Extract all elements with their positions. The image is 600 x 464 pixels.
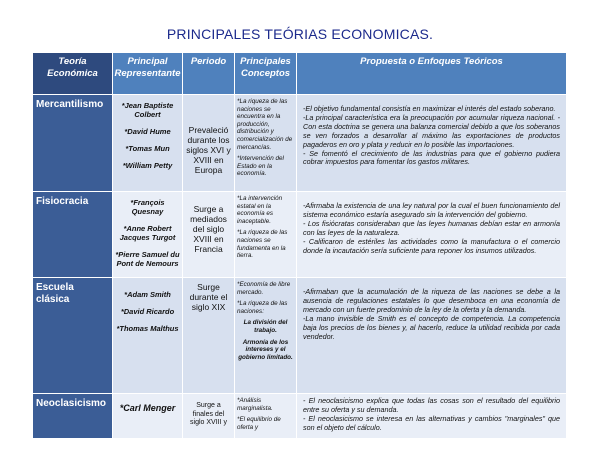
concept: *La riqueza de las naciones se encuentra en la producción, distribución y comercialización de mercancías. — [237, 98, 293, 151]
table-row — [33, 192, 567, 278]
header-period: Periodo — [183, 53, 235, 95]
page-title: PRINCIPALES TEÓRIAS ECONOMICAS. — [166, 26, 434, 42]
proposal-paragraph: - Se fomentó el crecimiento de las industrias para que el gobierno pudiera cobrar impuestos para fomentar los gastos militares. — [303, 148, 560, 167]
period-cell: Surge durante el siglo XIX — [183, 278, 235, 394]
proposal-paragraph: -La mano invisible de Smith es el concepto de competencia. La competencia baja los precios de los bienes y, al hacerlo, reduce la utilidad recibida por cada vendedor. — [303, 313, 560, 341]
author: *William Petty — [122, 161, 173, 170]
header-representative: Principal Representante — [113, 53, 183, 95]
theory-name: Escuela clásica — [33, 278, 113, 394]
concepts-cell — [235, 278, 297, 394]
proposal-cell — [297, 278, 567, 394]
author: *David Hume — [124, 127, 171, 136]
table-row — [33, 95, 567, 192]
author: *Thomas Malthus — [116, 324, 179, 333]
concept: *Economía de libre mercado. — [237, 281, 291, 296]
table-row — [33, 278, 567, 394]
proposal-paragraph: - El neoclasicismo se interesa en las alternativas y cambios "marginales" que son el objeto del cálculo. — [303, 413, 560, 432]
proposal-cell — [297, 394, 567, 439]
concepts-cell — [235, 95, 297, 192]
concept: *El equilibrio de oferta y — [237, 416, 281, 431]
concept: *La intervención estatal en la economía es inaceptable. — [237, 195, 283, 225]
proposal-paragraph: -Afirmaban que la acumulación de la riqueza de las naciones se debe a la ausencia de regulaciones estatales lo que desemboca en una economía de mercado con un fuerte predominio de la ley de la oferta y la demanda. — [303, 287, 560, 314]
concept: La división del trabajo. — [243, 319, 288, 334]
header-proposal: Propuesta o Enfoques Teóricos — [297, 53, 567, 95]
author: *Jean Baptiste Colbert — [121, 101, 174, 119]
author: *Adam Smith — [124, 290, 171, 299]
theory-name: Mercantilismo — [33, 95, 113, 192]
concept: Armonía de los intereses y el gobierno limitado. — [238, 338, 293, 361]
proposal-paragraph: -La principal característica era la preocupación por acumular riqueza nacional. - Con esta doctrina se genera una balanza comercial debido a que los soberanos se ven forzados a desarrollar al máximo las exportaciones de productos pagaderos en oro y plata y reducir en lo posible las importaciones. — [303, 112, 560, 149]
authors-cell — [113, 192, 183, 278]
author: *François Quesnay — [130, 198, 165, 216]
proposal-paragraph: - Los fisiócratas consideraban que las leyes humanas debían estar en armonía con las leyes de la naturaleza. — [303, 218, 560, 237]
concept: *La riqueza de las naciones: — [237, 300, 288, 315]
theory-name: Fisiocracia — [33, 192, 113, 278]
authors-cell — [113, 95, 183, 192]
period-cell: Surge a finales del siglo XVIII y — [183, 394, 235, 439]
author: *Anne Robert Jacques Turgot — [119, 224, 176, 242]
theory-name: Neoclasicismo — [33, 394, 113, 439]
concepts-cell — [235, 394, 297, 439]
concept: *La riqueza de las naciones se fundamenta en la tierra. — [237, 229, 288, 260]
author: *Carl Menger — [119, 403, 176, 413]
concepts-cell — [235, 192, 297, 278]
proposal-paragraph: - El neoclasicismo explica que todas las cosas son el resultado del equilibrio entre su oferta y su demanda. — [303, 396, 560, 414]
theories-table — [32, 52, 567, 439]
author: *Pierre Samuel du Pont de Nemours — [115, 250, 180, 268]
author: *David Ricardo — [120, 307, 175, 316]
proposal-paragraph: -El objetivo fundamental consistía en maximizar el interés del estado soberano. — [303, 104, 556, 113]
proposal-paragraph: -Afirmaba la existencia de una ley natural por la cual el buen funcionamiento del sistema económico estaría asegurado sin la intervención del gobierno. — [303, 201, 560, 219]
proposal-cell — [297, 192, 567, 278]
table-row — [33, 394, 567, 439]
author: *Tomas Mun — [125, 144, 170, 153]
period-cell: Surge a mediados del siglo XVIII en Francia — [183, 192, 235, 278]
proposal-paragraph: - Calificaron de estériles las actividades como la manufactura o el comercio donde la incautación sería suficiente para reponer los insumos utilizados. — [303, 236, 560, 255]
authors-cell — [113, 394, 183, 439]
authors-cell — [113, 278, 183, 394]
header-concepts: Principales Conceptos — [235, 53, 297, 95]
header-theory: Teoría Económica — [33, 53, 113, 95]
concept: *Análisis marginalista. — [237, 397, 273, 412]
proposal-cell — [297, 95, 567, 192]
concept: *Intervención del Estado en la economía. — [237, 155, 284, 178]
period-cell: Prevaleció durante los siglos XVI y XVIII en Europa — [183, 95, 235, 192]
